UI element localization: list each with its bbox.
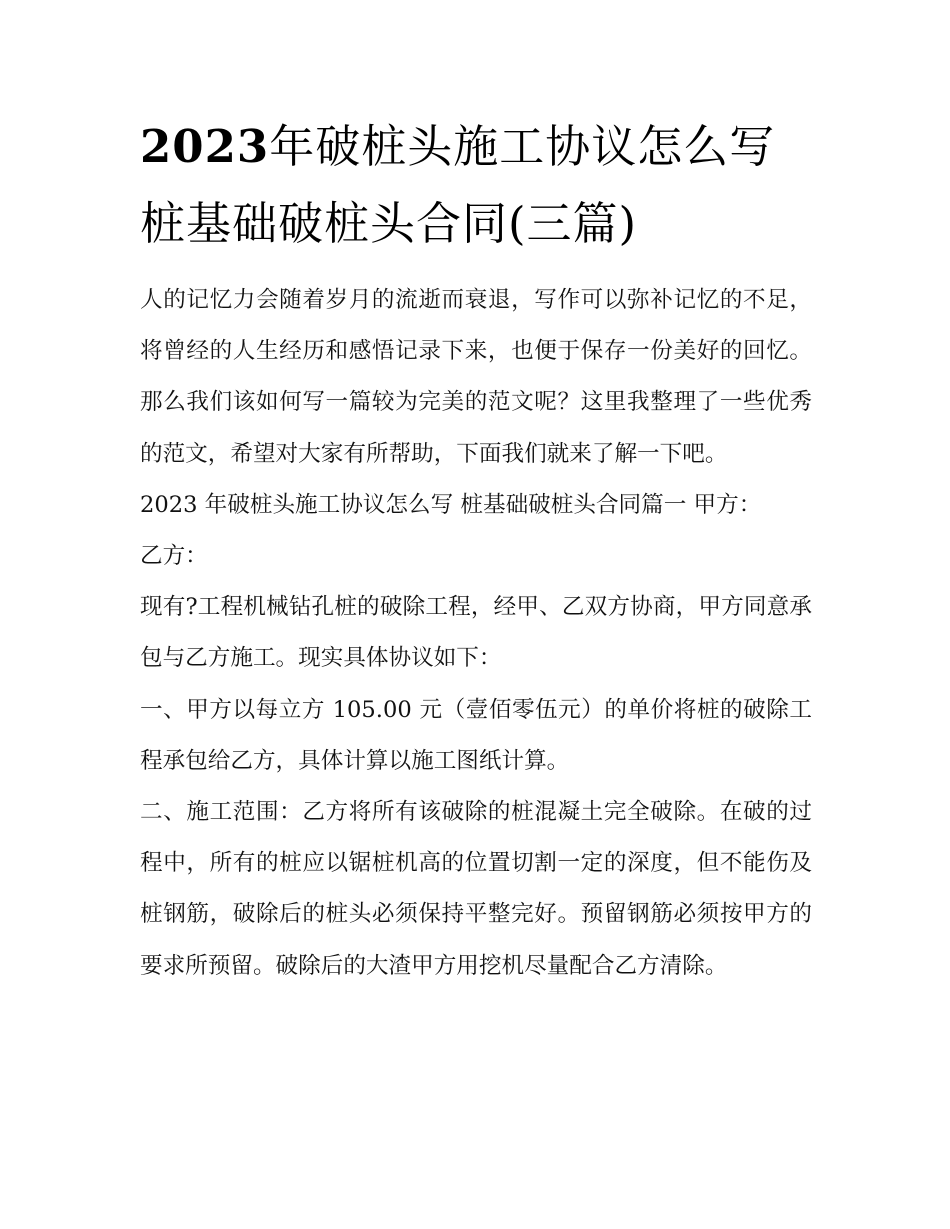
paragraph-party-b: 乙方： — [140, 543, 208, 570]
paragraph-intro: 人的记忆力会随着岁月的流逝而衰退，写作可以弥补记忆的不足，将曾经的人生经历和感悟记录下来，也便于保存一份美好的回忆。那么我们该如何写一篇较为完美的范文呢？这里我整理了一些优秀的范文，希望对大家有所帮助，下面我们就来了解一下吧。 — [140, 287, 812, 467]
title-line-1 — [140, 120, 775, 173]
title-line-1-text: 年破桩头施工协议怎么写 — [269, 120, 776, 173]
title-year: 2023 — [140, 120, 270, 173]
document-body — [140, 275, 812, 992]
paragraph-clause-two: 二、施工范围：乙方将所有该破除的桩混凝土完全破除。在破的过程中，所有的桩应以锯桩机高的位置切割一定的深度，但不能伤及桩钢筋，破除后的桩头必须保持平整完好。预留钢筋必须按甲方的要求所预留。破除后的大渣甲方用挖机尽量配合乙方清除。 — [140, 799, 812, 979]
title-line-2: 桩基础破桩头合同(三篇) — [140, 197, 638, 250]
paragraph-agreement-intro: 现有?工程机械钻孔桩的破除工程，经甲、乙双方协商，甲方同意承包与乙方施工。现实具体协议如下： — [140, 594, 812, 672]
paragraph-clause-one: 一、甲方以每立方 105.00 元（壹佰零伍元）的单价将桩的破除工程承包给乙方，具体计算以施工图纸计算。 — [140, 696, 812, 774]
document-title — [140, 108, 812, 262]
paragraph-heading-part-one: 2023 年破桩头施工协议怎么写 桩基础破桩头合同篇一 甲方： — [140, 491, 762, 518]
document-content — [140, 108, 812, 992]
